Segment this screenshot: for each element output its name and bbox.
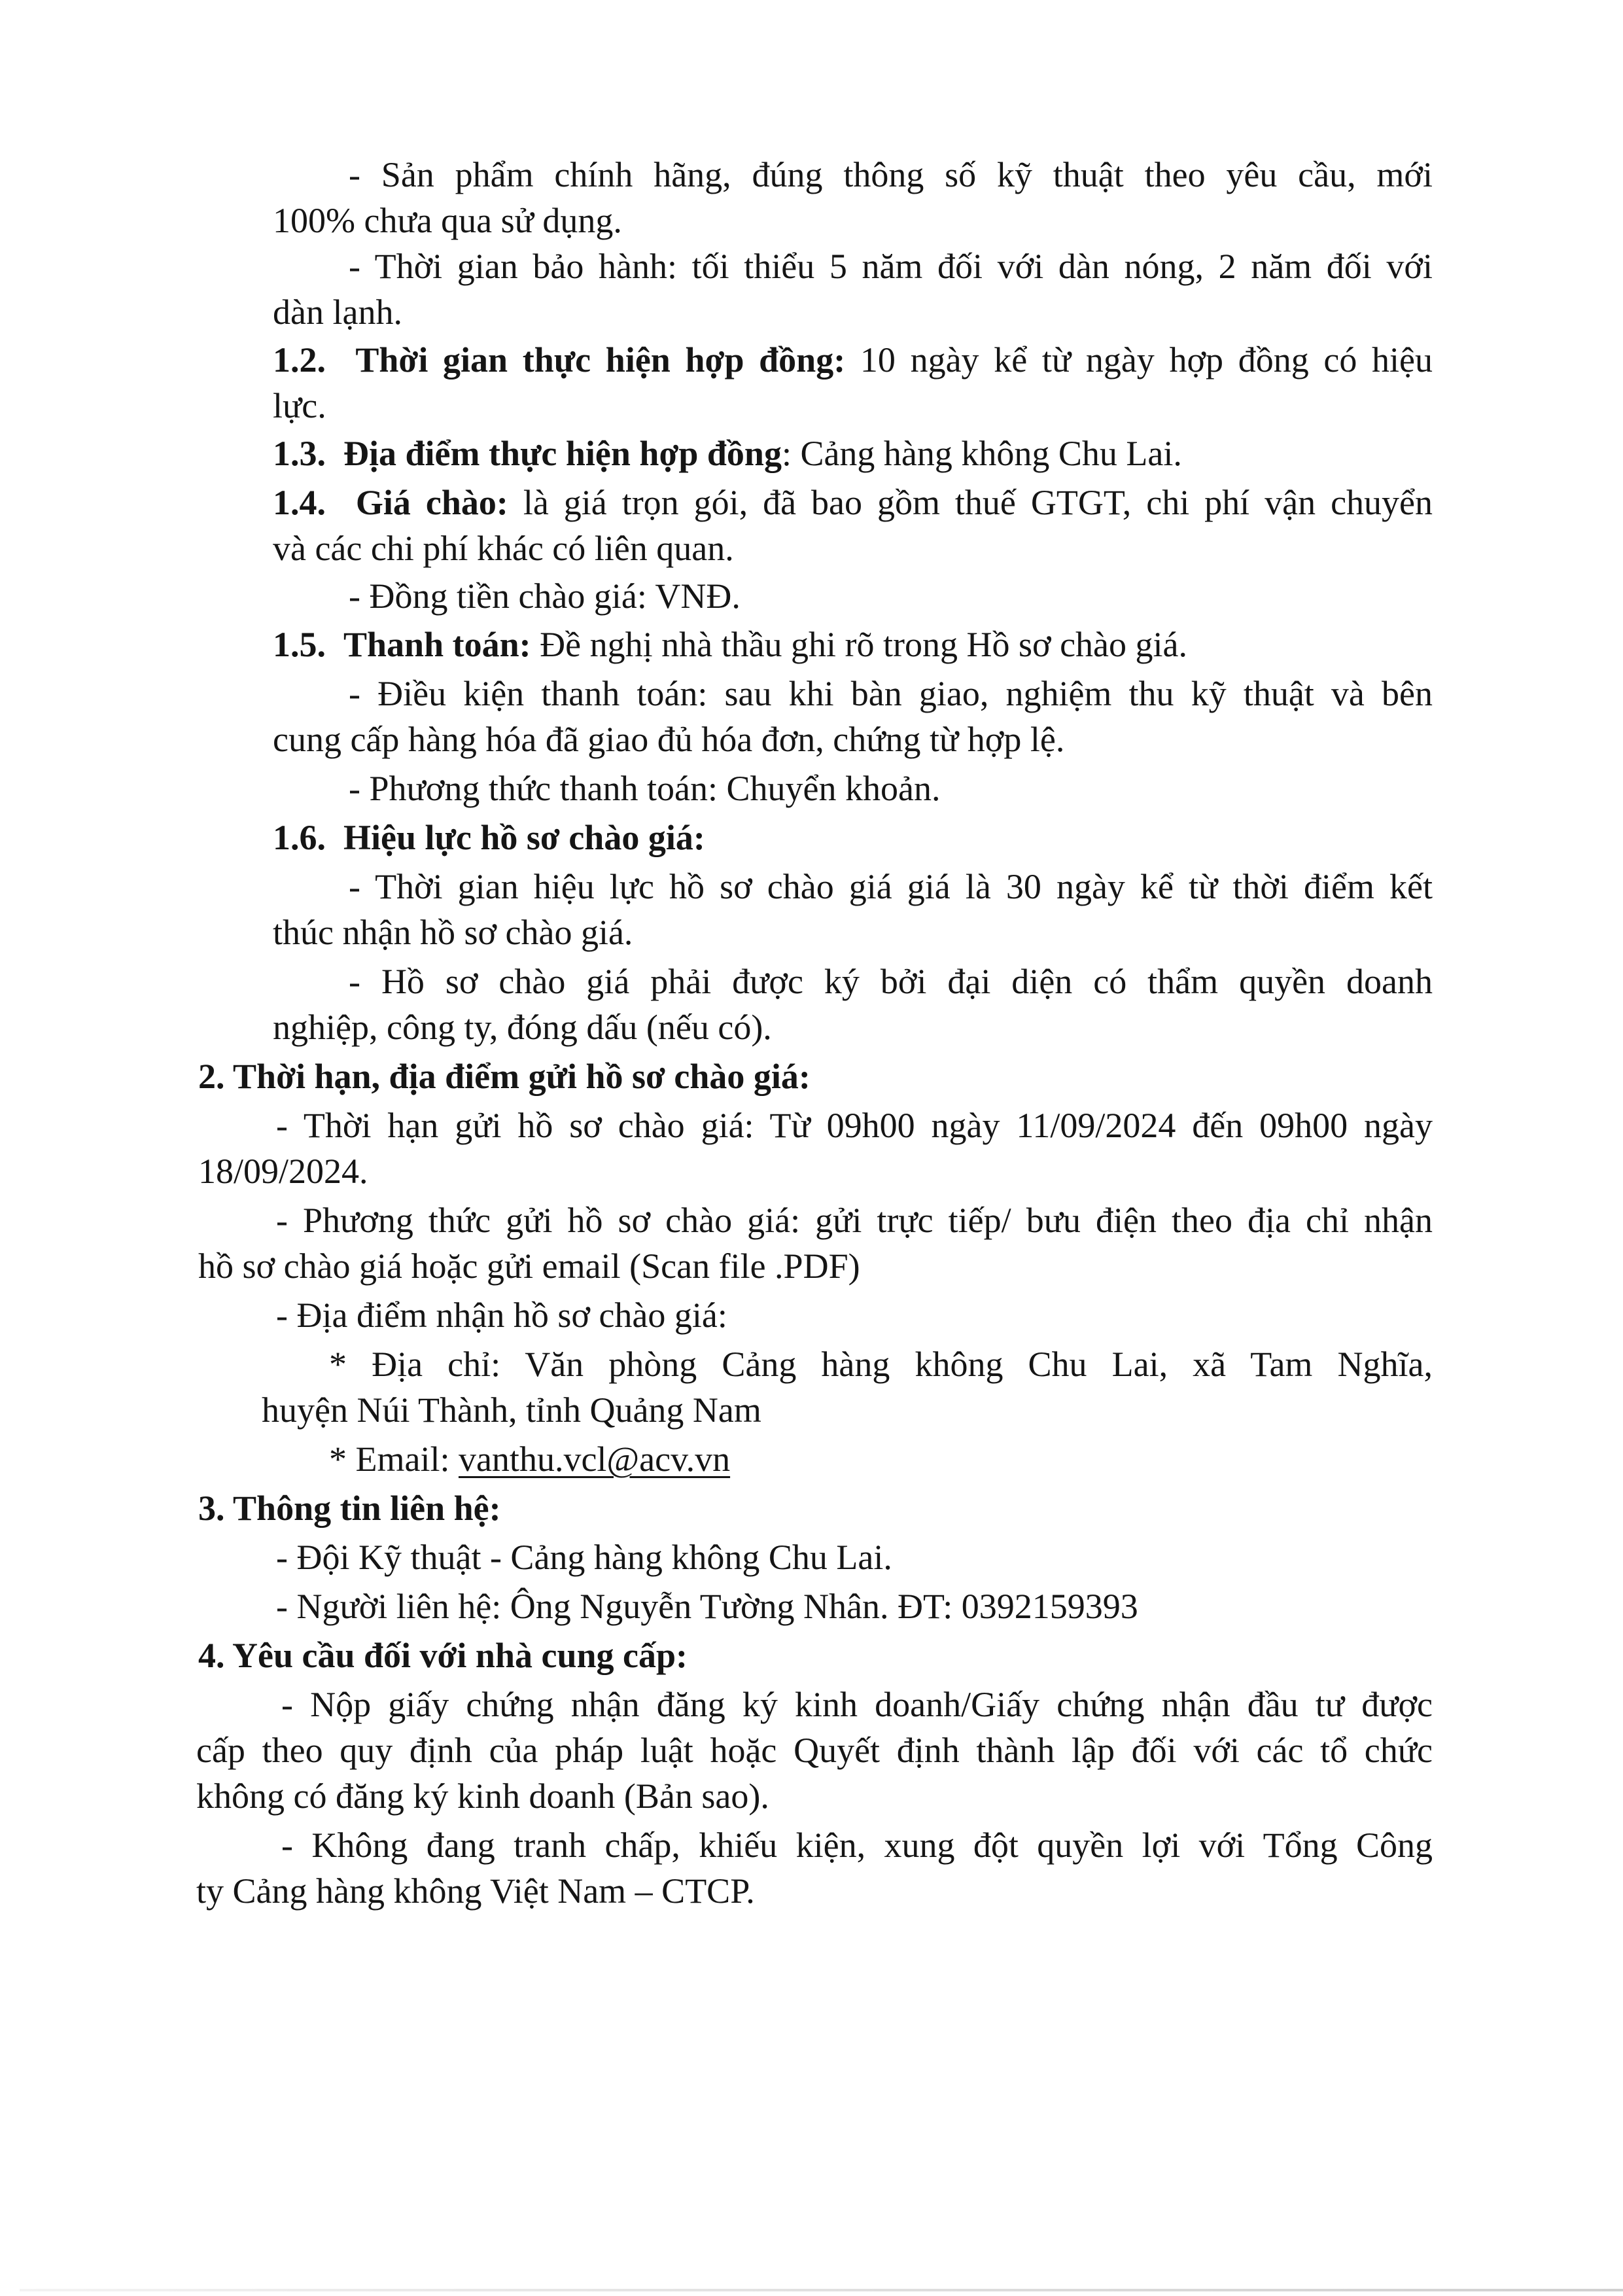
product-quality-line-2: 100% chưa qua sử dụng. [273,201,622,240]
section-2-heading: 2. Thời hạn, địa điểm gửi hồ sơ chào giá: [198,1057,811,1096]
validity-line-1: - Thời gian hiệu lực hồ sơ chào giá giá là 30 ngày kể từ thời điểm kết [349,867,1433,906]
section-1-4 [273,480,1433,525]
email-line [329,1436,730,1482]
warranty-line-1: - Thời gian bảo hành: tối thiểu 5 năm đối với dàn nóng, 2 năm đối với [349,247,1433,286]
signing-line-1: - Hồ sơ chào giá phải được ký bởi đại diện có thẩm quyền doanh [349,962,1433,1001]
submission-method-line-1: - Phương thức gửi hồ sơ chào giá: gửi trực tiếp/ bưu điện theo địa chỉ nhận [276,1201,1433,1240]
license-line-3: không có đăng ký kinh doanh (Bản sao). [196,1776,769,1816]
section-1-2-number: 1.2. [273,340,326,380]
section-1-5 [273,622,1187,667]
section-4-heading: 4. Yêu cầu đối với nhà cung cấp: [198,1636,688,1675]
validity-line-2: thúc nhận hồ sơ chào giá. [273,913,633,952]
email-label: * Email: [329,1439,459,1479]
address-line-1: * Địa chỉ: Văn phòng Cảng hàng không Chu Lai, xã Tam Nghĩa, [329,1345,1433,1384]
section-1-5-text: Đề nghị nhà thầu ghi rõ trong Hồ sơ chào giá. [540,625,1187,664]
payment-method-line: - Phương thức thanh toán: Chuyển khoản. [349,769,941,808]
section-1-2 [273,337,1433,383]
section-1-4-number: 1.4. [273,483,326,522]
license-line-2: cấp theo quy định của pháp luật hoặc Quyết định thành lập đối với các tổ chức [196,1731,1433,1770]
submission-deadline-line-1: - Thời hạn gửi hồ sơ chào giá: Từ 09h00 ngày 11/09/2024 đến 09h00 ngày [276,1106,1433,1145]
email-link[interactable]: vanthu.vcl@acv.vn [458,1439,731,1479]
section-3-heading: 3. Thông tin liên hệ: [198,1489,501,1528]
submission-method-line-2: hồ sơ chào giá hoặc gửi email (Scan file .PDF) [198,1246,860,1286]
payment-conditions-line-1: - Điều kiện thanh toán: sau khi bàn giao, nghiệm thu kỹ thuật và bên [349,674,1433,713]
section-1-5-number: 1.5. [273,625,326,664]
section-1-6-heading: Hiệu lực hồ sơ chào giá: [343,818,705,857]
dispute-line-1: - Không đang tranh chấp, khiếu kiện, xung đột quyền lợi với Tổng Công [281,1826,1433,1865]
signing-line-2: nghiệp, công ty, đóng dấu (nếu có). [273,1008,772,1047]
address-line-2: huyện Núi Thành, tỉnh Quảng Nam [262,1390,761,1430]
contact-team-line: - Đội Kỹ thuật - Cảng hàng không Chu Lai. [276,1538,892,1577]
warranty-line-2: dàn lạnh. [273,292,402,332]
section-1-2-text: 10 ngày kể từ ngày hợp đồng có hiệu [860,340,1433,380]
section-1-3-heading: Địa điểm thực hiện hợp đồng [343,434,782,473]
section-1-4-text-cont: và các chi phí khác có liên quan. [273,529,734,568]
section-1-6-number: 1.6. [273,818,326,857]
section-1-3 [273,431,1182,476]
section-1-2-text-cont: lực. [273,386,326,425]
section-1-5-heading: Thanh toán: [343,625,531,664]
submission-deadline-line-2: 18/09/2024. [198,1152,368,1191]
section-1-2-heading: Thời gian thực hiện hợp đồng: [355,340,846,380]
scan-edge-line [20,2289,1623,2291]
contact-person-line: - Người liên hệ: Ông Nguyễn Tường Nhân. ĐT: 0392159393 [276,1587,1138,1626]
dispute-line-2: ty Cảng hàng không Việt Nam – CTCP. [196,1871,755,1911]
payment-conditions-line-2: cung cấp hàng hóa đã giao đủ hóa đơn, chứng từ hợp lệ. [273,720,1065,759]
product-quality-line-1: - Sản phẩm chính hãng, đúng thông số kỹ thuật theo yêu cầu, mới [349,155,1433,194]
section-1-4-heading: Giá chào: [355,483,508,522]
section-1-3-text: : Cảng hàng không Chu Lai. [781,434,1182,473]
receiving-location-label: - Địa điểm nhận hồ sơ chào giá: [276,1296,727,1335]
section-1-3-number: 1.3. [273,434,326,473]
section-1-6 [273,815,705,860]
section-1-4-text: là giá trọn gói, đã bao gồm thuế GTGT, chi phí vận chuyển [523,483,1433,522]
license-line-1: - Nộp giấy chứng nhận đăng ký kinh doanh/Giấy chứng nhận đầu tư được [281,1685,1433,1724]
currency-line: - Đồng tiền chào giá: VNĐ. [349,576,741,616]
